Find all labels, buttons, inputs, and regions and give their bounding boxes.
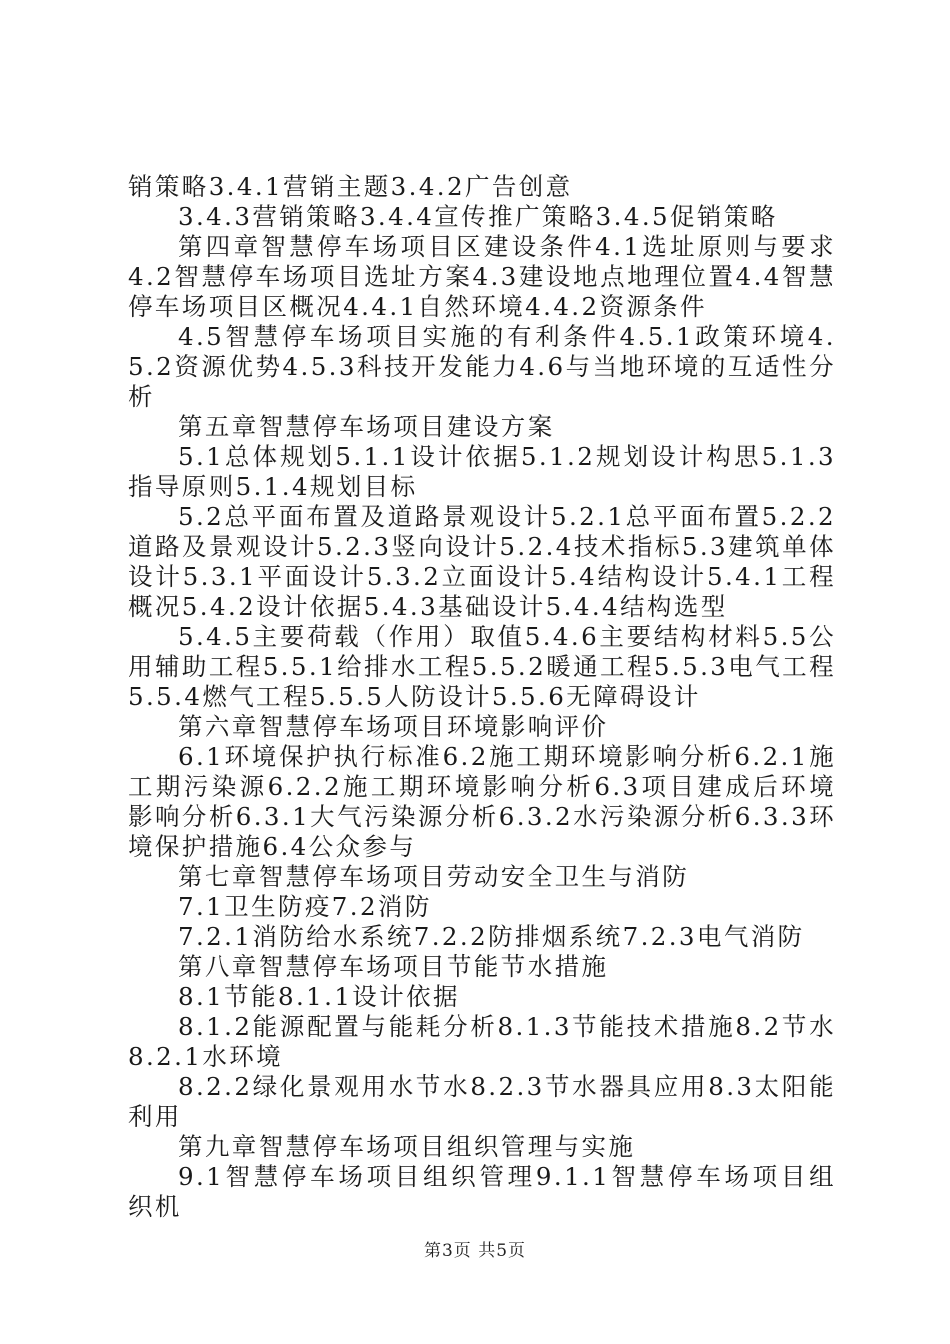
chapter-heading: 第九章智慧停车场项目组织管理与实施 xyxy=(178,1132,636,1161)
body-paragraph: 8.1.2能源配置与能耗分析8.1.3节能技术措施8.2节水8.2.1水环境 xyxy=(128,1012,836,1071)
chapter-heading: 第七章智慧停车场项目劳动安全卫生与消防 xyxy=(178,862,690,891)
page-footer xyxy=(0,1240,950,1262)
body-paragraph: 4.5智慧停车场项目实施的有利条件4.5.1政策环境4.5.2资源优势4.5.3科技开发能力4.6与当地环境的互适性分析 xyxy=(128,322,836,411)
chapter-heading: 第八章智慧停车场项目节能节水措施 xyxy=(178,952,609,981)
body-paragraph: 第四章智慧停车场项目区建设条件4.1选址原则与要求4.2智慧停车场项目选址方案4.3建设地点地理位置4.4智慧停车场项目区概况4.4.1自然环境4.4.2资源条件 xyxy=(128,232,836,321)
body-paragraph: 7.1卫生防疫7.2消防 xyxy=(178,892,432,921)
page-number-label: 第3页 共5页 xyxy=(423,1241,527,1261)
body-paragraph: 5.1总体规划5.1.1设计依据5.1.2规划设计构思5.1.3指导原则5.1.4规划目标 xyxy=(128,442,836,501)
body-paragraph: 5.2总平面布置及道路景观设计5.2.1总平面布置5.2.2道路及景观设计5.2.3竖向设计5.2.4技术指标5.3建筑单体设计5.3.1平面设计5.3.2立面设计5.4结构设计5.4.1工程概况5.4.2设计依据5.4.3基础设计5.4.4结构选型 xyxy=(128,502,836,621)
body-paragraph: 8.1节能8.1.1设计依据 xyxy=(178,982,460,1011)
body-paragraph: 6.1环境保护执行标准6.2施工期环境影响分析6.2.1施工期污染源6.2.2施工期环境影响分析6.3项目建成后环境影响分析6.3.1大气污染源分析6.3.2水污染源分析6.3.3环境保护措施6.4公众参与 xyxy=(128,742,836,861)
body-paragraph: 3.4.3营销策略3.4.4宣传推广策略3.4.5促销策略 xyxy=(178,202,778,231)
body-paragraph: 5.4.5主要荷载（作用）取值5.4.6主要结构材料5.5公用辅助工程5.5.1给排水工程5.5.2暖通工程5.5.3电气工程5.5.4燃气工程5.5.5人防设计5.5.6无障碍设计 xyxy=(128,622,836,711)
chapter-heading: 第五章智慧停车场项目建设方案 xyxy=(178,412,555,441)
body-paragraph: 8.2.2绿化景观用水节水8.2.3节水器具应用8.3太阳能利用 xyxy=(128,1072,836,1131)
chapter-heading: 第六章智慧停车场项目环境影响评价 xyxy=(178,712,609,741)
body-paragraph: 销策略3.4.1营销主题3.4.2广告创意 xyxy=(128,172,573,201)
body-paragraph: 9.1智慧停车场项目组织管理9.1.1智慧停车场项目组织机 xyxy=(128,1162,836,1221)
document-body xyxy=(128,172,836,1222)
body-paragraph: 7.2.1消防给水系统7.2.2防排烟系统7.2.3电气消防 xyxy=(178,922,805,951)
